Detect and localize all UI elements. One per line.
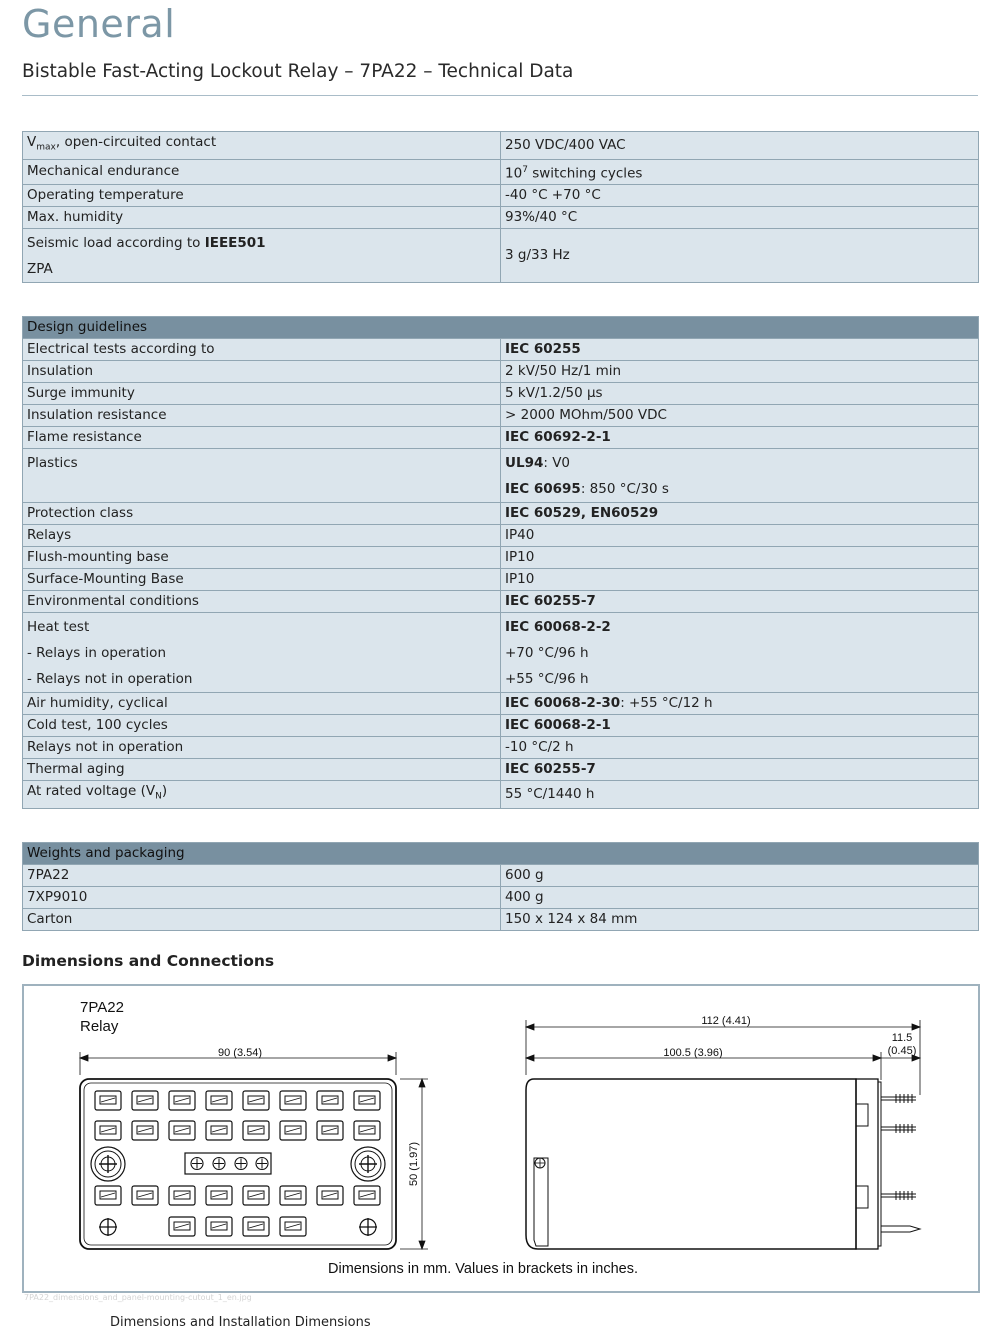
connector-pins <box>881 1094 920 1232</box>
terminal-slot <box>317 1121 343 1140</box>
row-label: Relays not in operation <box>23 737 501 759</box>
vmax-subscript: max <box>36 142 56 153</box>
row-label: Relays <box>23 525 501 547</box>
row-value: -10 °C/2 h <box>501 737 979 759</box>
terminal-line <box>323 1098 337 1102</box>
row-value: 93%/40 °C <box>501 207 979 229</box>
terminal-line <box>323 1128 337 1132</box>
terminal-line <box>212 1128 226 1132</box>
terminal-slot <box>243 1091 269 1110</box>
terminal-slot <box>169 1217 195 1236</box>
row-label: Cold test, 100 cycles <box>23 715 501 737</box>
terminal-line <box>249 1224 263 1228</box>
terminal-line <box>249 1128 263 1132</box>
relay-side-view <box>526 1079 881 1249</box>
row-label: Surge immunity <box>23 383 501 405</box>
standard-ref: IEC 60255-7 <box>505 761 596 777</box>
dimension-total-label: 112 (4.41) <box>701 1015 751 1027</box>
terminal-slot <box>354 1186 380 1205</box>
drawing-caption: Dimensions in mm. Values in brackets in inches. <box>328 1261 638 1277</box>
row-label: Flush-mounting base <box>23 547 501 569</box>
table-header: Design guidelines <box>23 317 979 339</box>
dimension-width-label: 90 (3.54) <box>217 1047 263 1059</box>
row-value: 400 g <box>501 887 979 909</box>
terminal-line <box>101 1193 115 1197</box>
terminal-slot <box>95 1121 121 1140</box>
terminal-slot <box>206 1217 232 1236</box>
value-text: +70 °C/96 h <box>505 645 589 661</box>
terminal-line <box>138 1128 152 1132</box>
terminal-line <box>360 1193 374 1197</box>
terminal-slot <box>95 1091 121 1110</box>
value-text: +55 °C/96 h <box>505 671 589 687</box>
row-value: 3 g/33 Hz <box>501 229 979 283</box>
terminal-slot <box>132 1091 158 1110</box>
standard-ref: UL94 <box>505 455 544 471</box>
row-label-text: ) <box>161 783 168 799</box>
page-title: General <box>22 2 176 46</box>
terminal-blocks <box>91 1091 385 1236</box>
row-value: 5 kV/1.2/50 µs <box>501 383 979 405</box>
terminal-line <box>212 1193 226 1197</box>
row-value: 600 g <box>501 865 979 887</box>
terminal-slot <box>169 1121 195 1140</box>
terminal-line <box>286 1193 300 1197</box>
row-label: Insulation <box>23 361 501 383</box>
total-length-dimension <box>526 1020 920 1095</box>
terminal-slot <box>280 1186 306 1205</box>
table-header: Weights and packaging <box>23 843 979 865</box>
value-text: : V0 <box>543 455 571 471</box>
row-value: 2 kV/50 Hz/1 min <box>501 361 979 383</box>
row-label-text: At rated voltage (V <box>27 783 156 799</box>
row-value: 55 °C/1440 h <box>501 781 979 809</box>
terminal-line <box>101 1098 115 1102</box>
terminal-slot <box>243 1121 269 1140</box>
row-label: Electrical tests according to <box>23 339 501 361</box>
terminal-line <box>138 1193 152 1197</box>
terminal-slot <box>317 1186 343 1205</box>
row-value: 150 x 124 x 84 mm <box>501 909 979 931</box>
row-label: Max. humidity <box>23 207 501 229</box>
row-label: 7PA22 <box>23 865 501 887</box>
terminal-line <box>286 1098 300 1102</box>
terminal-line <box>175 1128 189 1132</box>
row-label: Protection class <box>23 503 501 525</box>
row-value: 250 VDC/400 VAC <box>501 132 979 160</box>
value-text: : +55 °C/12 h <box>620 695 713 711</box>
terminal-slot <box>169 1186 195 1205</box>
terminal-slot <box>206 1091 232 1110</box>
terminal-line <box>138 1098 152 1102</box>
row-value: IP10 <box>501 547 979 569</box>
row-value: IP40 <box>501 525 979 547</box>
value-text: switching cycles <box>527 165 643 182</box>
terminal-line <box>101 1128 115 1132</box>
terminal-line <box>175 1224 189 1228</box>
row-label: 7XP9010 <box>23 887 501 909</box>
row-label: Mechanical endurance <box>23 159 501 185</box>
row-label: Operating temperature <box>23 185 501 207</box>
standard-ref: IEC 60695 <box>505 481 581 497</box>
value-text: : 850 °C/30 s <box>580 481 669 497</box>
row-label: Plastics <box>23 449 501 503</box>
terminal-line <box>286 1224 300 1228</box>
terminal-line <box>249 1193 263 1197</box>
row-label: Surface-Mounting Base <box>23 569 501 591</box>
terminal-line <box>323 1193 337 1197</box>
dimension-pin-label-inches: (0.45) <box>887 1045 917 1057</box>
standard-ref: IEC 60255 <box>505 341 581 357</box>
row-label: Thermal aging <box>23 759 501 781</box>
terminal-slot <box>206 1121 232 1140</box>
terminal-line <box>360 1128 374 1132</box>
terminal-slot <box>206 1186 232 1205</box>
terminal-slot <box>243 1186 269 1205</box>
terminal-line <box>175 1193 189 1197</box>
drawing-product-name: 7PA22 <box>80 999 124 1016</box>
drawing-product-desc: Relay <box>80 1018 119 1035</box>
row-label: Insulation resistance <box>23 405 501 427</box>
row-value: IP10 <box>501 569 979 591</box>
terminal-slot <box>280 1121 306 1140</box>
row-value: > 2000 MOhm/500 VDC <box>501 405 979 427</box>
dimension-body-label: 100.5 (3.96) <box>663 1047 723 1059</box>
terminal-line <box>360 1098 374 1102</box>
standard-ref: IEC 60529, EN60529 <box>505 505 659 521</box>
terminal-slot <box>354 1121 380 1140</box>
value-exponent: 7 <box>522 164 528 175</box>
terminal-slot <box>243 1217 269 1236</box>
row-label: Carton <box>23 909 501 931</box>
terminal-slot <box>317 1091 343 1110</box>
terminal-slot <box>354 1091 380 1110</box>
terminal-line <box>212 1224 226 1228</box>
row-label: Flame resistance <box>23 427 501 449</box>
standard-ref: IEC 60692-2-1 <box>505 429 611 445</box>
image-file-reference: 7PA22_dimensions_and_panel-mounting-cutout_1_en.jpg <box>24 1293 252 1302</box>
dimension-height-label: 50 (1.97) <box>408 1141 420 1187</box>
terminal-slot <box>280 1217 306 1236</box>
standard-ref: IEEE501 <box>204 235 266 252</box>
terminal-line <box>286 1128 300 1132</box>
row-label-text: Heat test <box>27 619 90 635</box>
terminal-slot <box>95 1186 121 1205</box>
row-label: Environmental conditions <box>23 591 501 613</box>
standard-ref: IEC 60068-2-1 <box>505 717 611 733</box>
row-label: Air humidity, cyclical <box>23 693 501 715</box>
terminal-line <box>175 1098 189 1102</box>
terminal-line <box>212 1098 226 1102</box>
row-label-sub: ZPA <box>27 261 53 278</box>
row-label-sub: - Relays not in operation <box>27 671 193 687</box>
figure-caption: Dimensions and Installation Dimensions <box>110 1315 371 1330</box>
standard-ref: IEC 60068-2-30 <box>505 695 621 711</box>
terminal-line <box>249 1098 263 1102</box>
section-title: Dimensions and Connections <box>22 952 275 970</box>
page-subtitle: Bistable Fast-Acting Lockout Relay – 7PA22 – Technical Data <box>22 61 574 82</box>
label-subscript: N <box>155 791 162 802</box>
terminal-slot <box>280 1091 306 1110</box>
row-label-text: Seismic load according to <box>27 235 205 252</box>
terminal-slot <box>132 1186 158 1205</box>
value-base: 10 <box>505 165 523 182</box>
row-value: -40 °C +70 °C <box>501 185 979 207</box>
row-label-text: , open-circuited contact <box>55 134 217 150</box>
dimension-pin-label: 11.5 <box>891 1032 913 1044</box>
standard-ref: IEC 60255-7 <box>505 593 596 609</box>
row-label-sub: - Relays in operation <box>27 645 166 661</box>
terminal-slot <box>169 1091 195 1110</box>
standard-ref: IEC 60068-2-2 <box>505 619 611 635</box>
terminal-slot <box>132 1121 158 1140</box>
row-label: $V_{max}$, open-circuited contact <box>23 132 501 160</box>
